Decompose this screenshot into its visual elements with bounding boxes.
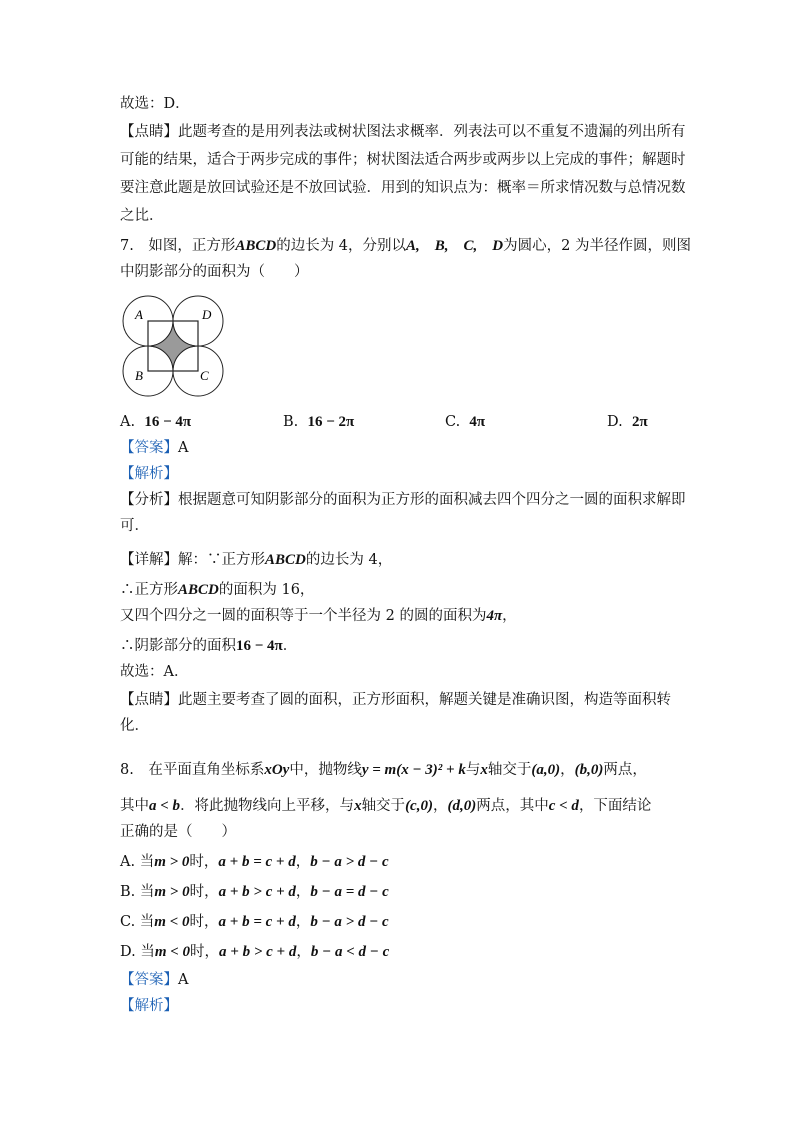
option-b bbox=[120, 882, 389, 902]
text-line: 要注意此题是放回试验还是不放回试验．用到的知识点为：概率＝所求情况数与总情况数 bbox=[120, 180, 686, 196]
math-expr: b − a < d − c bbox=[310, 944, 390, 960]
option-b bbox=[283, 412, 354, 432]
math-abcd: ABCD bbox=[265, 552, 306, 568]
math-point-c: (c,0) bbox=[405, 798, 433, 814]
option-c bbox=[445, 412, 485, 432]
text: 轴交于 bbox=[361, 798, 406, 814]
text-line: 【点睛】此题主要考查了圆的面积，正方形面积，解题关键是准确识图，构造等面积转 bbox=[120, 692, 671, 708]
text-line: 【分析】根据题意可知阴影部分的面积为正方形的面积减去四个四分之一圆的面积求解即 bbox=[120, 492, 686, 508]
text: 【详解】解：∵正方形 bbox=[120, 552, 265, 568]
text: ∴阴影部分的面积 bbox=[120, 638, 236, 654]
text: 时， bbox=[189, 914, 219, 930]
question-8-stem-end: 正确的是（ ） bbox=[120, 824, 236, 840]
math-ab: a < b bbox=[149, 798, 181, 814]
text: ．将此抛物线向上平移，与 bbox=[180, 798, 355, 814]
text: ， bbox=[560, 762, 575, 778]
answer-line bbox=[120, 438, 188, 458]
option-letter: C. 当 bbox=[120, 914, 155, 930]
text: 时， bbox=[190, 944, 220, 960]
option-expr: 16 − 4π bbox=[144, 414, 192, 430]
math-xoy: xOy bbox=[264, 762, 290, 778]
math-parabola: y = m(x − 3)² + k bbox=[361, 762, 466, 778]
text-line: 【点睛】此题考查的是用列表法或树状图法求概率．列表法可以不重复不遗漏的列出所有 bbox=[120, 124, 686, 140]
detail-line bbox=[120, 550, 392, 570]
answer-tag: 【答案】 bbox=[120, 972, 178, 988]
text-line: 故选：D． bbox=[120, 96, 190, 112]
answer-line bbox=[120, 970, 188, 990]
math-expr: b − a > d − c bbox=[310, 854, 389, 870]
text-line: 化． bbox=[120, 718, 149, 734]
option-letter: C. bbox=[445, 414, 461, 430]
text-line: 之比． bbox=[120, 208, 164, 224]
math-x: x bbox=[354, 798, 362, 814]
math-expr: a + b = c + d bbox=[218, 854, 296, 870]
therefore-line bbox=[120, 580, 314, 600]
text: ， bbox=[432, 798, 448, 814]
math-cond: m > 0 bbox=[154, 884, 190, 900]
text: 的面积为 16， bbox=[218, 582, 315, 598]
math-point-d: (d,0) bbox=[447, 798, 477, 814]
question-7-stem bbox=[120, 236, 691, 256]
math-x: x bbox=[480, 762, 488, 778]
option-d bbox=[120, 942, 389, 962]
math-cond: m < 0 bbox=[154, 914, 190, 930]
option-letter: B. 当 bbox=[120, 884, 155, 900]
option-letter: B. bbox=[283, 414, 299, 430]
math-expr: a + b > c + d bbox=[219, 944, 297, 960]
text: 两点，其中 bbox=[476, 798, 549, 814]
math-centers: A, B, C, D bbox=[406, 238, 504, 254]
math-point-a: (a,0) bbox=[531, 762, 561, 778]
answer-tag: 【答案】 bbox=[120, 440, 178, 456]
math-expr: b − a = d − c bbox=[310, 884, 389, 900]
text: ， bbox=[502, 608, 517, 624]
math-abcd: ABCD bbox=[235, 238, 277, 254]
math-expr: a + b > c + d bbox=[218, 884, 296, 900]
text: 为圆心，2 为半径作圆，则图 bbox=[503, 238, 691, 254]
text: ， bbox=[296, 944, 311, 960]
option-letter: A. bbox=[120, 414, 136, 430]
also-line bbox=[120, 606, 517, 626]
text: 其中 bbox=[120, 798, 149, 814]
text: ， bbox=[295, 884, 311, 900]
option-a bbox=[120, 412, 191, 432]
math-abcd: ABCD bbox=[178, 582, 219, 598]
analysis-tag: 【解析】 bbox=[120, 466, 178, 482]
text: 的边长为 4，分别以 bbox=[276, 238, 407, 254]
text: ，下面结论 bbox=[578, 798, 652, 814]
text: 8. 在平面直角坐标系 bbox=[120, 762, 265, 778]
answer-value: A bbox=[178, 972, 189, 988]
option-d bbox=[607, 412, 648, 432]
text: ， bbox=[295, 914, 311, 930]
text: ， bbox=[295, 854, 311, 870]
text: ． bbox=[282, 638, 298, 654]
choose-line: 故选：A． bbox=[120, 664, 189, 680]
text: 时， bbox=[189, 854, 219, 870]
label-c: C bbox=[200, 368, 209, 383]
math-expr: b − a > d − c bbox=[310, 914, 389, 930]
option-expr: 16 − 2π bbox=[307, 414, 355, 430]
text: 两点， bbox=[603, 762, 647, 778]
four-circles-figure bbox=[120, 294, 226, 398]
label-a: A bbox=[135, 307, 143, 322]
math-point-b: (b,0) bbox=[574, 762, 604, 778]
text: 中，抛物线 bbox=[289, 762, 362, 778]
shade-line bbox=[120, 636, 297, 656]
label-b: B bbox=[135, 368, 143, 383]
text: 又四个四分之一圆的面积等于一个半径为 2 的圆的面积为 bbox=[120, 608, 487, 624]
option-letter: D. 当 bbox=[120, 944, 155, 960]
math-expr: 16 − 4π bbox=[236, 638, 283, 654]
option-a bbox=[120, 852, 389, 872]
option-expr: 2π bbox=[631, 414, 648, 430]
answer-value: A bbox=[178, 440, 189, 456]
math-cond: m < 0 bbox=[154, 944, 191, 960]
text-line: 可能的结果，适合于两步完成的事件；树状图法适合两步或两步以上完成的事件；解题时 bbox=[120, 152, 686, 168]
label-d: D bbox=[202, 307, 212, 322]
text: 的边长为 4， bbox=[305, 552, 393, 568]
question-8-stem bbox=[120, 760, 647, 780]
question-7-stem-cont: 中阴影部分的面积为（ ） bbox=[120, 264, 309, 280]
question-8-stem-cont bbox=[120, 796, 651, 816]
option-expr: 4π bbox=[469, 414, 486, 430]
math-cd: c < d bbox=[548, 798, 579, 814]
math-expr: a + b = c + d bbox=[218, 914, 296, 930]
option-c bbox=[120, 912, 389, 932]
text: 时， bbox=[189, 884, 219, 900]
math-4pi: 4π bbox=[486, 608, 503, 624]
text: 与 bbox=[465, 762, 481, 778]
option-letter: D. bbox=[607, 414, 623, 430]
math-cond: m > 0 bbox=[154, 854, 190, 870]
text: 轴交于 bbox=[487, 762, 532, 778]
option-letter: A. 当 bbox=[120, 854, 155, 870]
text: ∴正方形 bbox=[120, 582, 178, 598]
analysis-tag: 【解析】 bbox=[120, 998, 178, 1014]
text-line: 可． bbox=[120, 518, 149, 534]
text: 7. 如图，正方形 bbox=[120, 238, 236, 254]
